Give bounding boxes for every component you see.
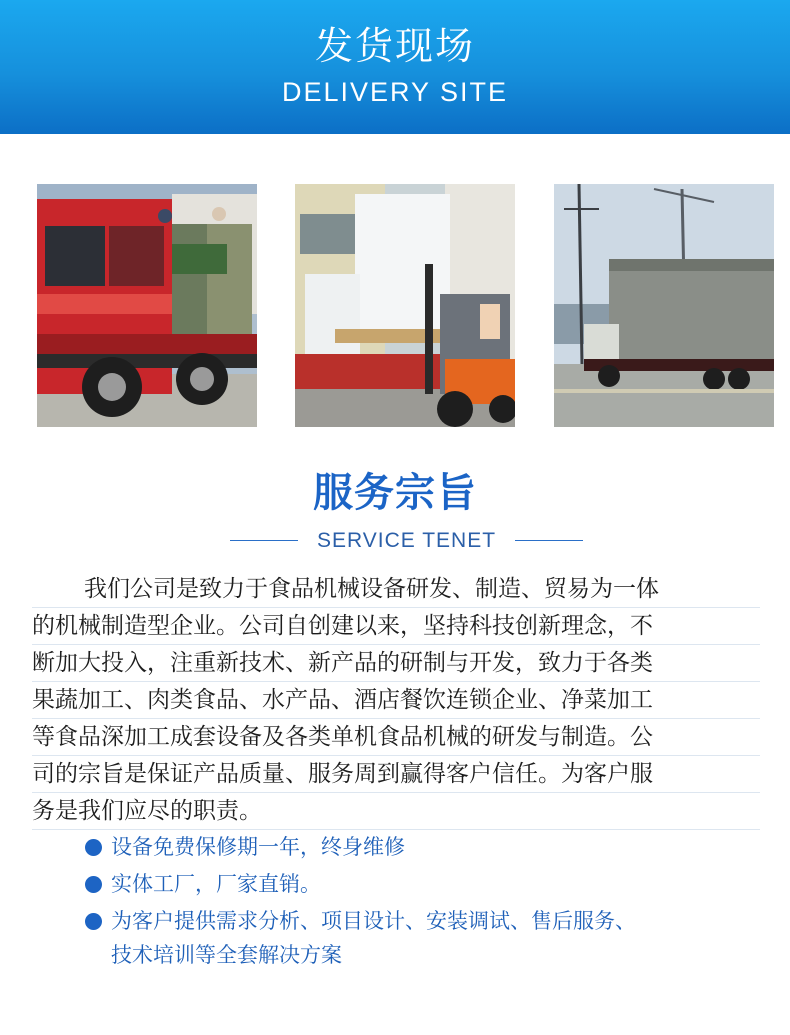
service-bullet-list xyxy=(85,830,765,975)
divider-left xyxy=(230,540,298,541)
paragraph-line: 务是我们应尽的职责。 xyxy=(32,793,760,830)
bullet-text: 设备免费保修期一年，终身维修 xyxy=(111,835,405,859)
paragraph-line: 果蔬加工、肉类食品、水产品、酒店餐饮连锁企业、净菜加工 xyxy=(32,682,760,719)
red-truck-photo xyxy=(37,184,257,427)
paragraph-line: 司的宗旨是保证产品质量、服务周到赢得客户信任。为客户服 xyxy=(32,756,760,793)
header-banner xyxy=(0,0,790,134)
header-subtitle: DELIVERY SITE xyxy=(281,77,509,107)
paragraph-line: 断加大投入，注重新技术、新产品的研制与开发，致力于各类 xyxy=(32,645,760,682)
header-title: 发货现场 xyxy=(314,24,475,68)
service-paragraph xyxy=(32,571,760,830)
bullet-item xyxy=(85,830,765,864)
bullet-text: 实体工厂，厂家直销。 xyxy=(111,872,321,896)
forklift-loading-photo xyxy=(295,184,515,427)
paragraph-line: 等食品深加工成套设备及各类单机食品机械的研发与制造。公 xyxy=(32,719,760,756)
bullet-dot-icon xyxy=(85,839,102,856)
bullet-item xyxy=(85,904,765,972)
divider-right xyxy=(515,540,583,541)
container-truck-photo xyxy=(554,184,774,427)
service-title: 服务宗旨 xyxy=(313,470,477,516)
bullet-item xyxy=(85,867,765,901)
service-subtitle: SERVICE TENET xyxy=(316,529,497,552)
service-subtitle-group xyxy=(230,526,583,556)
bullet-dot-icon xyxy=(85,913,102,930)
bullet-text-continued: 技术培训等全套解决方案 xyxy=(111,943,342,967)
bullet-text: 为客户提供需求分析、项目设计、安装调试、售后服务、 xyxy=(111,909,636,933)
bullet-dot-icon xyxy=(85,876,102,893)
paragraph-line: 我们公司是致力于食品机械设备研发、制造、贸易为一体 xyxy=(32,571,760,608)
paragraph-line: 的机械制造型企业。公司自创建以来，坚持科技创新理念，不 xyxy=(32,608,760,645)
